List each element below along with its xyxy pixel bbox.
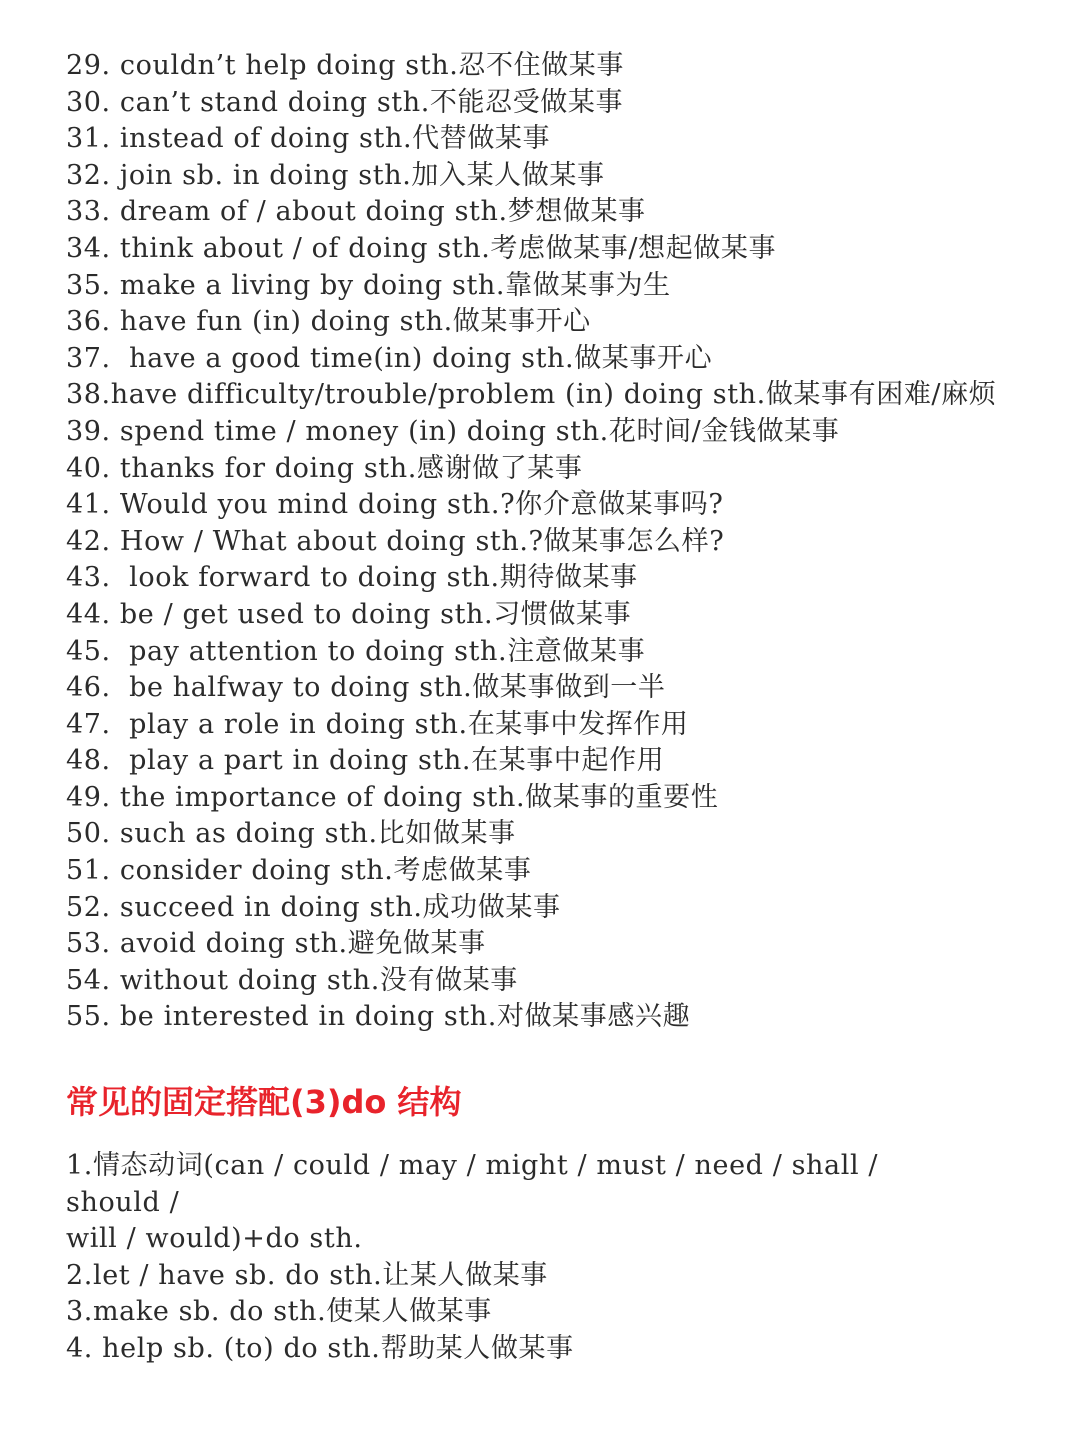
list-item: 35. make a living by doing sth.靠做某事为生 <box>66 269 671 301</box>
list-item: 52. succeed in doing sth.成功做某事 <box>66 891 561 923</box>
list-item: will / would)+do sth. <box>66 1223 363 1255</box>
list-item: 54. without doing sth.没有做某事 <box>66 964 518 996</box>
list-item: 32. join sb. in doing sth.加入某人做某事 <box>66 159 605 191</box>
list-item: 29. couldn’t help doing sth.忍不住做某事 <box>66 50 624 81</box>
list-item: 48. play a part in doing sth.在某事中起作用 <box>66 745 665 777</box>
list-item: 43. look forward to doing sth.期待做某事 <box>66 562 638 594</box>
gerund-phrase-list <box>66 48 1040 1036</box>
list-item: 45. pay attention to doing sth.注意做某事 <box>66 635 646 667</box>
list-item: 49. the importance of doing sth.做某事的重要性 <box>66 781 719 813</box>
list-item: 41. Would you mind doing sth.?你介意做某事吗? <box>66 489 724 521</box>
list-item: 51. consider doing sth.考虑做某事 <box>66 855 532 887</box>
list-item: 2.let / have sb. do sth.让某人做某事 <box>66 1259 548 1291</box>
list-item: 31. instead of doing sth.代替做某事 <box>66 123 551 155</box>
list-item: 46. be halfway to doing sth.做某事做到一半 <box>66 672 666 704</box>
section-heading: 常见的固定搭配(3)do 结构 <box>66 1083 462 1122</box>
list-item: 30. can’t stand doing sth.不能忍受做某事 <box>66 86 624 118</box>
do-structure-list <box>66 1148 1040 1368</box>
list-item: 4. help sb. (to) do sth.帮助某人做某事 <box>66 1333 574 1364</box>
list-item: 36. have fun (in) doing sth.做某事开心 <box>66 306 591 338</box>
list-item: 44. be / get used to doing sth.习惯做某事 <box>66 598 632 630</box>
list-item: 47. play a role in doing sth.在某事中发挥作用 <box>66 708 689 740</box>
list-item: 40. thanks for doing sth.感谢做了某事 <box>66 452 583 484</box>
list-item: 39. spend time / money (in) doing sth.花时间/金钱做某事 <box>66 415 840 447</box>
list-item: 38.have difficulty/trouble/problem (in) doing sth.做某事有困难/麻烦 <box>66 379 997 411</box>
list-item: 53. avoid doing sth.避免做某事 <box>66 928 486 960</box>
list-item: 55. be interested in doing sth.对做某事感兴趣 <box>66 1001 691 1033</box>
list-item: 34. think about / of doing sth.考虑做某事/想起做某事 <box>66 232 777 264</box>
list-item: 3.make sb. do sth.使某人做某事 <box>66 1296 492 1328</box>
list-item: 50. such as doing sth.比如做某事 <box>66 818 516 850</box>
list-item: 1.情态动词(can / could / may / might / must / need / shall / should / <box>66 1150 888 1218</box>
list-item: 37. have a good time(in) doing sth.做某事开心 <box>66 342 713 374</box>
list-item: 33. dream of / about doing sth.梦想做某事 <box>66 196 646 228</box>
list-item: 42. How / What about doing sth.?做某事怎么样? <box>66 525 725 557</box>
